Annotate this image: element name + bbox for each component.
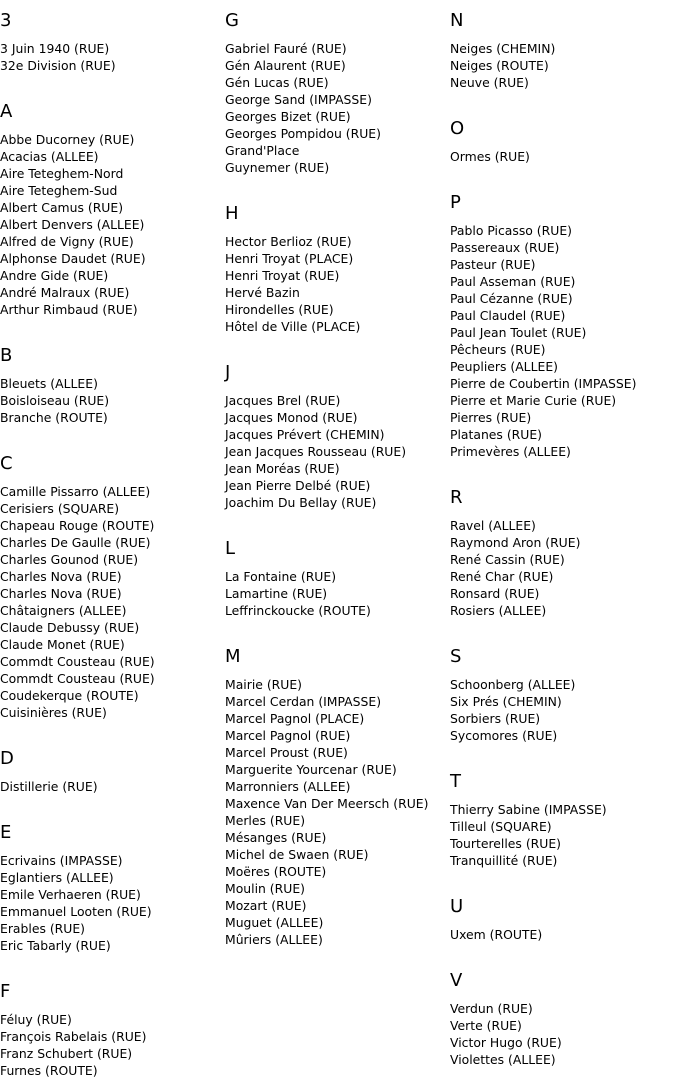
street-name: Chapeau Rouge (ROUTE): [0, 518, 155, 533]
street-name: René Char (RUE): [450, 569, 554, 584]
street-name: Ormes (RUE): [450, 149, 530, 164]
street-name: Tranquillité (RUE): [450, 853, 558, 868]
street-name: Georges Bizet (RUE): [225, 109, 351, 124]
section-letter-heading: E: [0, 822, 12, 843]
group-spacer: [0, 954, 155, 981]
street-name: Lamartine (RUE): [225, 586, 328, 601]
street-name: Distillerie (RUE): [0, 779, 98, 794]
street-name: Marguerite Yourcenar (RUE): [225, 762, 397, 777]
group-spacer: [450, 943, 636, 970]
street-name: Bleuets (ALLEE): [0, 376, 98, 391]
street-name: Henri Troyat (PLACE): [225, 251, 354, 266]
letter-group: [450, 118, 636, 165]
section-letter-heading: N: [450, 10, 464, 31]
street-name: Emmanuel Looten (RUE): [0, 904, 152, 919]
letter-group: [0, 981, 155, 1079]
letter-group: [0, 822, 155, 954]
street-name: Platanes (RUE): [450, 427, 543, 442]
letter-group: [225, 203, 428, 335]
street-name: Marronniers (ALLEE): [225, 779, 351, 794]
street-name: Verdun (RUE): [450, 1001, 533, 1016]
street-name: Pierres (RUE): [450, 410, 532, 425]
street-name: Eric Tabarly (RUE): [0, 938, 111, 953]
street-name: Uxem (ROUTE): [450, 927, 543, 942]
section-letter-heading: L: [225, 538, 236, 559]
street-name: Georges Pompidou (RUE): [225, 126, 381, 141]
street-name: Pierre et Marie Curie (RUE): [450, 393, 617, 408]
street-name: Tilleul (SQUARE): [450, 819, 552, 834]
street-name: Joachim Du Bellay (RUE): [225, 495, 377, 510]
street-name: Raymond Aron (RUE): [450, 535, 581, 550]
group-spacer: [450, 91, 636, 118]
letter-group: [0, 345, 155, 426]
letter-group: [0, 10, 155, 74]
street-name: Camille Pissarro (ALLEE): [0, 484, 151, 499]
letter-group: [0, 748, 155, 795]
street-name: Hervé Bazin: [225, 285, 300, 300]
street-name: Paul Asseman (RUE): [450, 274, 576, 289]
section-letter-heading: O: [450, 118, 465, 139]
street-name: Charles De Gaulle (RUE): [0, 535, 151, 550]
street-name: Ronsard (RUE): [450, 586, 540, 601]
group-spacer: [450, 460, 636, 487]
section-letter-heading: D: [0, 748, 14, 769]
street-name: Jacques Brel (RUE): [225, 393, 341, 408]
street-name: Muguet (ALLEE): [225, 915, 324, 930]
street-name: Eglantiers (ALLEE): [0, 870, 114, 885]
street-name: Aire Teteghem-Sud: [0, 183, 118, 198]
street-name: Franz Schubert (RUE): [0, 1046, 133, 1061]
section-letter-heading: U: [450, 896, 464, 917]
street-name: Mûriers (ALLEE): [225, 932, 323, 947]
street-name: Paul Jean Toulet (RUE): [450, 325, 587, 340]
street-name: Pierre de Coubertin (IMPASSE): [450, 376, 637, 391]
street-name: Ecrivains (IMPASSE): [0, 853, 123, 868]
street-name: George Sand (IMPASSE): [225, 92, 372, 107]
street-name: Jacques Prévert (CHEMIN): [225, 427, 385, 442]
street-name: Charles Nova (RUE): [0, 569, 122, 584]
letter-group: [450, 646, 636, 744]
street-name: Jean Jacques Rousseau (RUE): [225, 444, 407, 459]
street-name: Commdt Cousteau (RUE): [0, 654, 155, 669]
section-letter-heading: S: [450, 646, 462, 667]
section-letter-heading: F: [0, 981, 11, 1002]
street-name: Jean Pierre Delbé (RUE): [225, 478, 371, 493]
street-name: Guynemer (RUE): [225, 160, 330, 175]
street-name: Hôtel de Ville (PLACE): [225, 319, 361, 334]
group-spacer: [0, 426, 155, 453]
street-name: Branche (ROUTE): [0, 410, 108, 425]
letter-group: [225, 646, 428, 948]
street-index-column-2: [225, 10, 428, 948]
street-name: Commdt Cousteau (RUE): [0, 671, 155, 686]
street-name: Erables (RUE): [0, 921, 86, 936]
section-letter-heading: H: [225, 203, 239, 224]
group-spacer: [0, 795, 155, 822]
section-letter-heading: P: [450, 192, 461, 213]
letter-group: [450, 771, 636, 869]
section-letter-heading: M: [225, 646, 241, 667]
street-name: Primevères (ALLEE): [450, 444, 571, 459]
street-name: Pablo Picasso (RUE): [450, 223, 572, 238]
street-name: Pasteur (RUE): [450, 257, 536, 272]
letter-group: [450, 192, 636, 460]
street-name: Tourterelles (RUE): [450, 836, 561, 851]
street-name: Passereaux (RUE): [450, 240, 560, 255]
letter-group: [450, 487, 636, 619]
street-name: Neuve (RUE): [450, 75, 529, 90]
street-name: Féluy (RUE): [0, 1012, 72, 1027]
street-name: La Fontaine (RUE): [225, 569, 337, 584]
section-letter-heading: G: [225, 10, 239, 31]
street-name: Albert Denvers (ALLEE): [0, 217, 145, 232]
street-name: 3 Juin 1940 (RUE): [0, 41, 110, 56]
group-spacer: [450, 165, 636, 192]
street-name: Jacques Monod (RUE): [225, 410, 358, 425]
section-letter-heading: T: [450, 771, 461, 792]
street-name: Six Prés (CHEMIN): [450, 694, 562, 709]
group-spacer: [225, 335, 428, 362]
street-name: Henri Troyat (RUE): [225, 268, 340, 283]
letter-group: [450, 10, 636, 91]
street-name: Marcel Proust (RUE): [225, 745, 348, 760]
group-spacer: [0, 74, 155, 101]
letter-group: [225, 362, 428, 511]
street-name: Verte (RUE): [450, 1018, 522, 1033]
street-name: Sorbiers (RUE): [450, 711, 541, 726]
street-name: Schoonberg (ALLEE): [450, 677, 576, 692]
street-name: Marcel Pagnol (RUE): [225, 728, 351, 743]
street-name: Merles (RUE): [225, 813, 306, 828]
street-name: Pêcheurs (RUE): [450, 342, 546, 357]
street-name: Emile Verhaeren (RUE): [0, 887, 141, 902]
street-name: Marcel Pagnol (PLACE): [225, 711, 365, 726]
street-name: Sycomores (RUE): [450, 728, 558, 743]
letter-group: [0, 101, 155, 318]
street-name: Thierry Sabine (IMPASSE): [450, 802, 607, 817]
street-name: Gén Lucas (RUE): [225, 75, 329, 90]
street-name: Neiges (ROUTE): [450, 58, 549, 73]
group-spacer: [225, 176, 428, 203]
street-name: Andre Gide (RUE): [0, 268, 109, 283]
street-name: Albert Camus (RUE): [0, 200, 124, 215]
group-spacer: [225, 619, 428, 646]
street-name: Violettes (ALLEE): [450, 1052, 556, 1067]
section-letter-heading: C: [0, 453, 13, 474]
street-name: Grand'Place: [225, 143, 300, 158]
street-name: Peupliers (ALLEE): [450, 359, 558, 374]
section-letter-heading: A: [0, 101, 13, 122]
section-letter-heading: B: [0, 345, 13, 366]
section-letter-heading: 3: [0, 10, 12, 31]
street-name: André Malraux (RUE): [0, 285, 130, 300]
street-name: Aire Teteghem-Nord: [0, 166, 124, 181]
group-spacer: [0, 721, 155, 748]
letter-group: [225, 10, 428, 176]
street-name: 32e Division (RUE): [0, 58, 116, 73]
street-name: Moulin (RUE): [225, 881, 305, 896]
letter-group: [225, 538, 428, 619]
section-letter-heading: V: [450, 970, 463, 991]
street-name: Abbe Ducorney (RUE): [0, 132, 135, 147]
section-letter-heading: R: [450, 487, 463, 508]
street-name: Furnes (ROUTE): [0, 1063, 98, 1078]
street-name: Mairie (RUE): [225, 677, 302, 692]
street-name: Alfred de Vigny (RUE): [0, 234, 134, 249]
street-name: Châtaigners (ALLEE): [0, 603, 127, 618]
street-name: Leffrinckoucke (ROUTE): [225, 603, 371, 618]
street-name: Gén Alaurent (RUE): [225, 58, 346, 73]
street-name: Hirondelles (RUE): [225, 302, 334, 317]
street-name: Cerisiers (SQUARE): [0, 501, 120, 516]
street-index-column-1: [0, 10, 155, 1079]
street-name: Boisloiseau (RUE): [0, 393, 110, 408]
street-name: Paul Cézanne (RUE): [450, 291, 573, 306]
street-name: Ravel (ALLEE): [450, 518, 536, 533]
street-name: Marcel Cerdan (IMPASSE): [225, 694, 382, 709]
street-name: Claude Monet (RUE): [0, 637, 125, 652]
group-spacer: [450, 869, 636, 896]
street-name: Rosiers (ALLEE): [450, 603, 547, 618]
street-name: Acacias (ALLEE): [0, 149, 99, 164]
street-index-column-3: [450, 10, 636, 1068]
street-name: François Rabelais (RUE): [0, 1029, 147, 1044]
street-name: Cuisinières (RUE): [0, 705, 107, 720]
group-spacer: [450, 744, 636, 771]
group-spacer: [0, 318, 155, 345]
street-name: René Cassin (RUE): [450, 552, 565, 567]
street-name: Alphonse Daudet (RUE): [0, 251, 146, 266]
street-name: Arthur Rimbaud (RUE): [0, 302, 138, 317]
street-name: Paul Claudel (RUE): [450, 308, 566, 323]
street-name: Jean Moréas (RUE): [225, 461, 340, 476]
section-letter-heading: J: [225, 362, 231, 383]
group-spacer: [225, 511, 428, 538]
letter-group: [450, 896, 636, 943]
letter-group: [0, 453, 155, 721]
street-name: Michel de Swaen (RUE): [225, 847, 369, 862]
street-name: Charles Gounod (RUE): [0, 552, 139, 567]
street-name: Charles Nova (RUE): [0, 586, 122, 601]
street-name: Maxence Van Der Meersch (RUE): [225, 796, 429, 811]
street-name: Hector Berlioz (RUE): [225, 234, 352, 249]
group-spacer: [450, 619, 636, 646]
street-name: Victor Hugo (RUE): [450, 1035, 562, 1050]
street-name: Coudekerque (ROUTE): [0, 688, 139, 703]
street-name: Claude Debussy (RUE): [0, 620, 140, 635]
letter-group: [450, 970, 636, 1068]
street-name: Mésanges (RUE): [225, 830, 327, 845]
street-name: Gabriel Fauré (RUE): [225, 41, 347, 56]
street-name: Neiges (CHEMIN): [450, 41, 556, 56]
street-name: Moëres (ROUTE): [225, 864, 327, 879]
street-name: Mozart (RUE): [225, 898, 307, 913]
